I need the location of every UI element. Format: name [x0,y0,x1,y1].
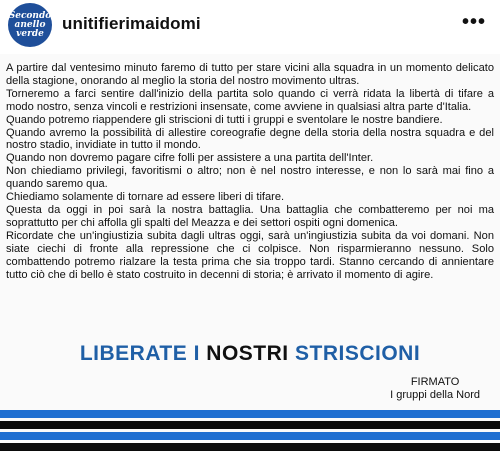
paragraph: Quando non dovremo pagare cifre folli per assistere a una partita dell'Inter. [6,152,374,165]
paragraph: Questa da oggi in poi sarà la nostra battaglia. Una battaglia che combatteremo per noi ma soprattutto per chi affolla gli spalti del Meazza e dei settori ospiti ogni domenica. [6,203,494,229]
more-options-icon[interactable]: ••• [461,11,486,33]
post-body [6,62,494,281]
color-stripes [0,410,500,451]
paragraph: Non chiediamo privilegi, favoritismi o altro; non è nel nostro interesse, e non lo sarà mai fino a quando saremo qua. [6,165,494,191]
headline-word: STRISCIONI [294,342,421,365]
headline-word: LIBERATE [79,342,188,365]
username-link[interactable]: unitifierimaidomi [62,14,201,33]
headline [0,342,500,366]
paragraph: Quando avremo la possibilità di allestire coreografie degne della storia della nostra squadra e del nostro stadio, invidiate in tutto il mondo. [6,126,494,152]
avatar[interactable] [8,3,52,47]
signature-name: I gruppi della Nord [390,389,480,401]
headline-separator: I [193,342,200,365]
signature-label: FIRMATO [410,376,460,388]
stripe-black [0,421,500,429]
post-header [0,0,500,50]
stripe-blue [0,432,500,440]
post-image [0,54,500,440]
paragraph: Torneremo a farci sentire dall'inizio della partita solo quando ci verrà ridata la libertà di tifare a modo nostro, senza vincoli e restrizioni insensate, come avviene in qualsiasi altra parte d'Italia. [6,87,494,113]
avatar-text-line: verde [16,28,44,39]
stripe-blue [0,410,500,418]
paragraph: Ricordate che un'ingiustizia subita dagli ultras oggi, sarà un'ingiustizia subita da voi domani. Non siate ciechi di fronte alla repressione che ci colpisce. Non risparmieranno nessuno. Solo combattendo potremo rialzare la testa prima che sia troppo tardi. Stanno cercando di annientare tutto ciò che di bello è stato costruito in decenni di storia; è arrivato il momento di agire. [6,229,494,281]
headline-word: NOSTRI [206,342,289,365]
paragraph: Quando potremo riappendere gli striscioni di tutti i gruppi e sventolare le nostre bandiere. [6,113,443,126]
avatar-text-line: anello [14,19,46,30]
paragraph: A partire dal ventesimo minuto faremo di tutto per stare vicini alla squadra in un momento delicato della stagione, onorando al meglio la storia del nostro movimento ultras. [6,62,494,87]
signature [390,376,480,402]
avatar-text-line: Secondo [8,10,52,21]
paragraph: Chiediamo solamente di tornare ad essere liberi di tifare. [6,191,285,204]
stripe-black [0,443,500,451]
